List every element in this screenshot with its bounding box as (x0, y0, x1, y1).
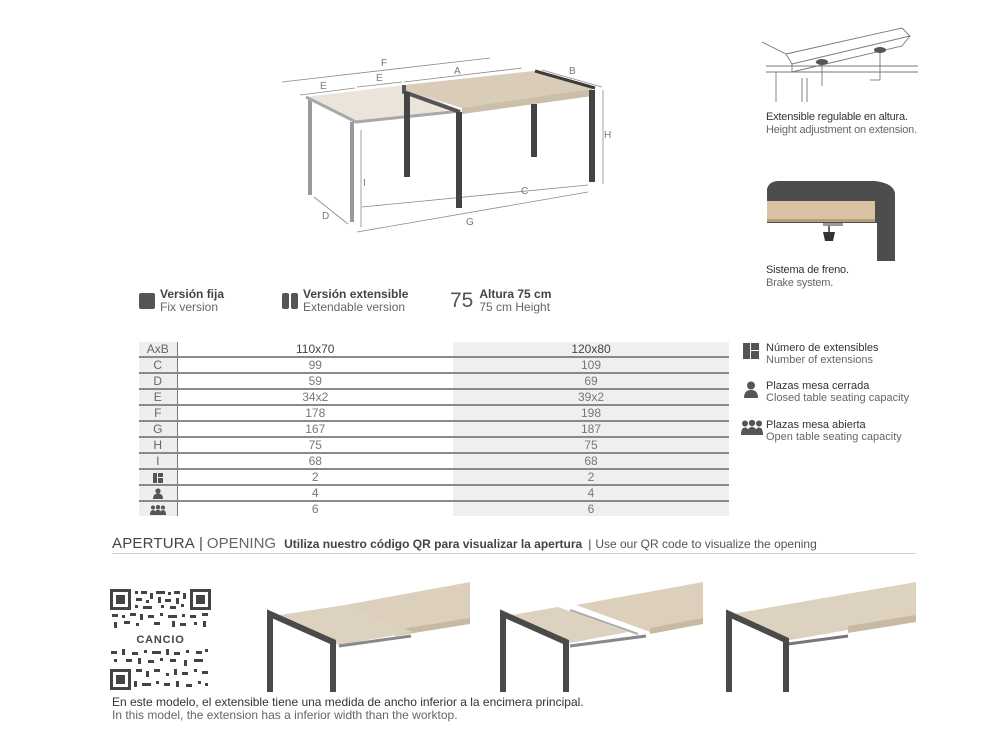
dim-label-h: H (604, 130, 612, 141)
cell-b: 2 (453, 469, 729, 485)
icon-legend-extensions (743, 342, 879, 366)
legend-height-subtitle: 75 cm Height (479, 300, 551, 314)
dim-label-b: B (569, 66, 576, 77)
row-key (139, 469, 177, 485)
cell-b: 6 (453, 501, 729, 516)
icon-legend-closed-seating (743, 380, 909, 404)
table-row (139, 389, 729, 405)
footnote (112, 696, 584, 722)
footnote-es: En este modelo, el extensible tiene una medida de ancho inferior a la encimera principal. (112, 695, 584, 709)
cell-b: 109 (453, 357, 729, 373)
legend-height-title: Altura 75 cm (479, 287, 552, 301)
header-key: AxB (139, 342, 177, 357)
height-adjust-image (762, 22, 922, 104)
legend-fixed-title: Versión fija (160, 287, 225, 301)
table-row (139, 373, 729, 389)
group-icon (741, 420, 763, 435)
cell-a: 99 (308, 358, 322, 372)
opening-desc-separator: | (588, 537, 592, 551)
row-key: F (139, 405, 177, 421)
cell-b: 198 (453, 405, 729, 421)
icon-legend-extensions-subtitle: Number of extensions (766, 354, 873, 366)
opening-step-1-image (265, 580, 470, 693)
row-key: C (139, 357, 177, 373)
opening-title-separator: | (199, 535, 203, 552)
opening-desc-en: Use our QR code to visualize the opening (595, 537, 817, 551)
cell-a: 167 (305, 422, 326, 436)
icon-legend-closed-subtitle: Closed table seating capacity (766, 392, 910, 404)
person-icon (743, 381, 759, 398)
legend-extendable-title: Versión extensible (303, 287, 409, 301)
table-row (139, 485, 729, 501)
feature-height-subtitle: Height adjustment on extension. (766, 124, 917, 136)
dim-label-e1: E (320, 81, 327, 92)
cell-a: 2 (311, 470, 319, 484)
row-key: E (139, 389, 177, 405)
icon-legend-open-subtitle: Open table seating capacity (766, 431, 902, 443)
person-icon (153, 488, 163, 499)
icon-legend-closed-title: Plazas mesa cerrada (766, 380, 870, 392)
opening-title-es: APERTURA (112, 535, 196, 552)
qr-code[interactable] (110, 589, 211, 690)
icon-legend-open-title: Plazas mesa abierta (766, 419, 866, 431)
dim-label-g: G (466, 217, 474, 228)
cell-a: 4 (311, 486, 319, 500)
row-key: H (139, 437, 177, 453)
table-row (139, 501, 729, 516)
footnote-en: In this model, the extension has a inferior width than the worktop. (112, 708, 458, 722)
cell-b: 187 (453, 421, 729, 437)
cell-b: 39x2 (453, 389, 729, 405)
legend-fixed-version (139, 288, 224, 314)
cell-a: 68 (308, 454, 322, 468)
table-row (139, 357, 729, 373)
opening-title-en: OPENING (206, 535, 277, 552)
cell-a: 59 (308, 374, 322, 388)
spec-table (139, 342, 729, 516)
qr-brand-label: CANCIO (136, 634, 185, 646)
dim-label-i: I (363, 178, 366, 189)
split-square-icon (282, 293, 298, 309)
row-key: D (139, 373, 177, 389)
legend-height (450, 288, 551, 314)
feature-height-caption (766, 111, 917, 137)
row-key (139, 485, 177, 501)
header-col-a: 110x70 (296, 342, 335, 356)
dim-label-e2: E (376, 73, 383, 84)
feature-brake-title: Sistema de freno. (766, 264, 849, 276)
dim-label-d: D (322, 211, 330, 222)
dim-label-c: C (521, 186, 529, 197)
opening-header (112, 535, 916, 554)
table-dimension-diagram (270, 52, 620, 237)
legend-extendable-version (282, 288, 408, 314)
legend-extendable-subtitle: Extendable version (303, 300, 406, 314)
legend-fixed-subtitle: Fix version (160, 300, 219, 314)
dim-label-a: A (454, 66, 461, 77)
table-row (139, 437, 729, 453)
group-icon (150, 505, 166, 515)
cell-b: 68 (453, 453, 729, 469)
opening-desc-es: Utiliza nuestro código QR para visualizar la apertura (284, 537, 583, 551)
row-key: I (139, 453, 177, 469)
cell-a: 6 (311, 502, 319, 516)
opening-step-2-image (498, 580, 703, 693)
icon-legend-open-seating (741, 419, 902, 443)
height-number: 75 (450, 289, 474, 312)
cell-a: 178 (305, 406, 326, 420)
dim-label-f: F (381, 58, 388, 69)
table-header-row (139, 342, 729, 357)
opening-step-3-image (724, 580, 916, 693)
feature-brake-subtitle: Brake system. (766, 277, 834, 289)
cell-b: 69 (453, 373, 729, 389)
cell-a: 34x2 (302, 390, 329, 404)
header-col-b: 120x80 (453, 342, 729, 357)
table-row (139, 405, 729, 421)
row-key: G (139, 421, 177, 437)
square-icon (139, 293, 155, 309)
icon-legend-extensions-title: Número de extensibles (766, 342, 879, 354)
table-row (139, 421, 729, 437)
table-row (139, 469, 729, 485)
row-key (139, 501, 177, 516)
cell-b: 75 (453, 437, 729, 453)
table-row (139, 453, 729, 469)
brake-system-image (765, 179, 897, 261)
feature-brake-caption (766, 264, 849, 290)
extensions-icon (743, 343, 759, 359)
extensions-icon (153, 473, 163, 483)
cell-a: 75 (308, 438, 322, 452)
feature-height-title: Extensible regulable en altura. (766, 111, 908, 123)
cell-b: 4 (453, 485, 729, 501)
